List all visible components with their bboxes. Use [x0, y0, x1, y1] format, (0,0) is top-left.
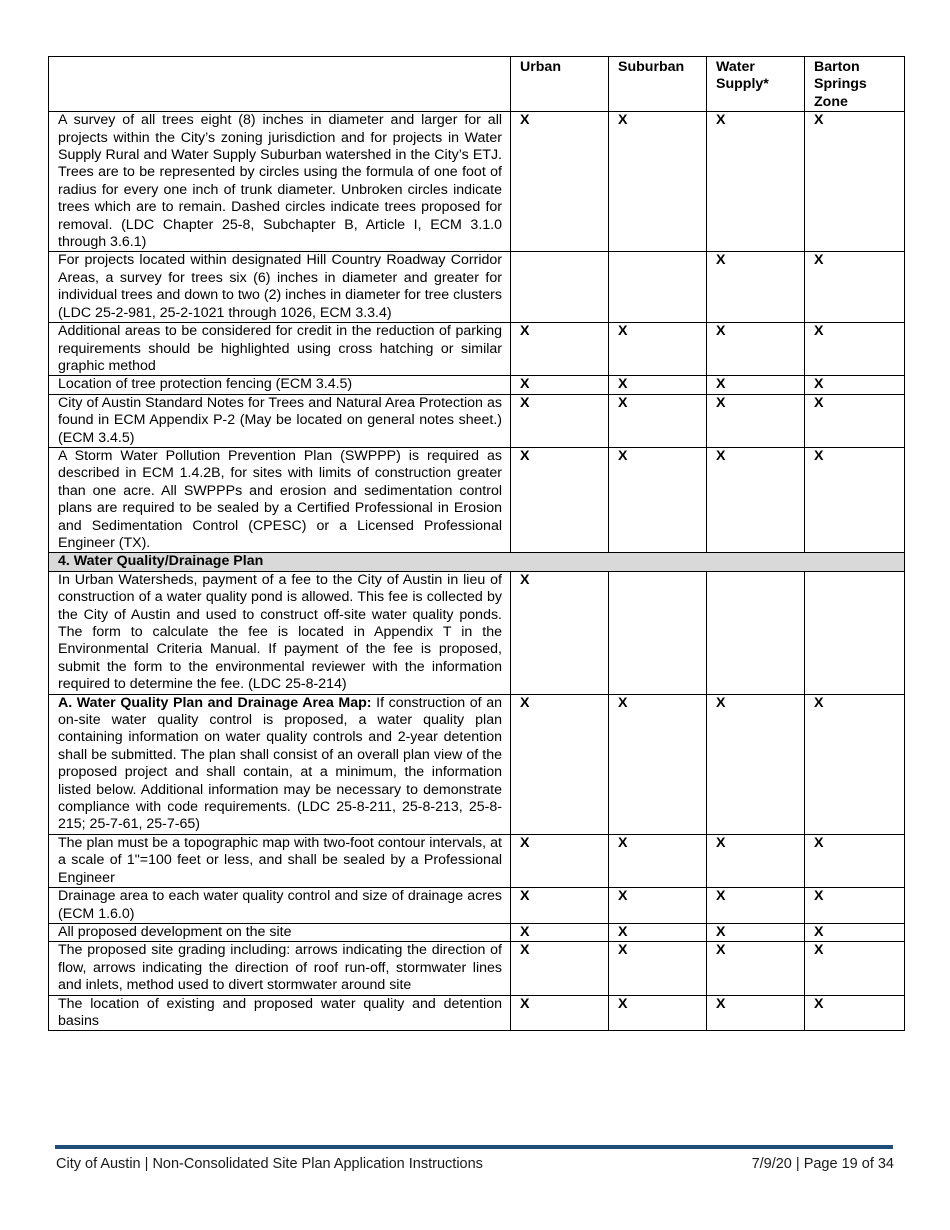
suburban-mark: X	[609, 834, 707, 887]
header-water-supply: Water Supply*	[707, 57, 805, 112]
requirement-text: All proposed development on the site	[58, 923, 292, 940]
urban-mark: X	[511, 447, 609, 552]
water-supply-mark: X	[707, 376, 805, 394]
requirement-text: The location of existing and proposed water quality and detention basins	[58, 995, 502, 1029]
water-supply-mark	[707, 571, 805, 694]
footer-rule	[55, 1145, 893, 1149]
footer-page-info: 7/9/20 | Page 19 of 34	[751, 1156, 894, 1172]
water-supply-mark: X	[707, 447, 805, 552]
suburban-mark: X	[609, 923, 707, 941]
water-supply-mark: X	[707, 995, 805, 1031]
requirement-text: Location of tree protection fencing (ECM 3.4.5)	[58, 376, 353, 393]
table-row	[49, 834, 905, 887]
requirement-description	[49, 447, 511, 552]
urban-mark: X	[511, 942, 609, 995]
suburban-mark	[609, 252, 707, 323]
table-row	[49, 942, 905, 995]
requirement-lead: A. Water Quality Plan and Drainage Area Map:	[58, 694, 372, 711]
header-suburban: Suburban	[609, 57, 707, 112]
urban-mark: X	[511, 112, 609, 252]
table-row	[49, 923, 905, 941]
requirement-description	[49, 942, 511, 995]
requirement-description	[49, 394, 511, 447]
requirement-description	[49, 888, 511, 924]
barton-springs-mark: X	[805, 447, 905, 552]
water-supply-mark: X	[707, 923, 805, 941]
table-row	[49, 995, 905, 1031]
barton-springs-mark: X	[805, 112, 905, 252]
barton-springs-mark: X	[805, 694, 905, 834]
requirement-description	[49, 995, 511, 1031]
table-header-row	[49, 57, 905, 112]
table-row	[49, 888, 905, 924]
requirement-description	[49, 252, 511, 323]
urban-mark: X	[511, 834, 609, 887]
suburban-mark	[609, 571, 707, 694]
section-header-row	[49, 553, 905, 571]
water-supply-mark: X	[707, 834, 805, 887]
water-supply-mark: X	[707, 394, 805, 447]
suburban-mark: X	[609, 394, 707, 447]
requirement-description	[49, 923, 511, 941]
footer-document-title: City of Austin | Non-Consolidated Site Plan Application Instructions	[56, 1156, 483, 1172]
suburban-mark: X	[609, 888, 707, 924]
suburban-mark: X	[609, 376, 707, 394]
urban-mark: X	[511, 888, 609, 924]
table-row	[49, 252, 905, 323]
table-row	[49, 447, 905, 552]
barton-springs-mark: X	[805, 923, 905, 941]
requirement-text: The proposed site grading including: arrows indicating the direction of flow, arrows indicating the direction of roof run-off, stormwater lines and inlets, method used to divert stormwater around site	[58, 942, 502, 994]
suburban-mark: X	[609, 323, 707, 376]
suburban-mark: X	[609, 112, 707, 252]
water-supply-mark: X	[707, 252, 805, 323]
barton-springs-mark	[805, 571, 905, 694]
requirement-text: A survey of all trees eight (8) inches in diameter and larger for all projects within the City’s zoning jurisdiction and for projects in Water Supply Rural and Water Supply Suburban watershed in the City’s ETJ. Trees are to be represented by circles using the formula of one foot of radius for every one inch of trunk diameter. Unbroken circles indicate trees which are to remain. Dashed circles indicate trees proposed for removal. (LDC Chapter 25-8, Subchapter B, Article I, ECM 3.1.0 through 3.6.1)	[58, 112, 502, 251]
suburban-mark: X	[609, 694, 707, 834]
header-barton-springs: Barton Springs Zone	[805, 57, 905, 112]
requirement-description	[49, 112, 511, 252]
urban-mark: X	[511, 694, 609, 834]
requirement-text: The plan must be a topographic map with two-foot contour intervals, at a scale of 1"=100 feet or less, and shall be sealed by a Professional Engineer	[58, 834, 502, 886]
water-supply-mark: X	[707, 942, 805, 995]
water-supply-mark: X	[707, 888, 805, 924]
requirement-text: A Storm Water Pollution Prevention Plan (SWPPP) is required as described in ECM 1.4.2B, for sites with limits of construction greater than one acre. All SWPPPs and erosion and sedimentation control plans are required to be sealed by a Certified Professional in Erosion and Sedimentation Control (CPESC) or a Licensed Professional Engineer (TX).	[58, 447, 502, 551]
urban-mark	[511, 252, 609, 323]
barton-springs-mark: X	[805, 888, 905, 924]
suburban-mark: X	[609, 995, 707, 1031]
suburban-mark: X	[609, 942, 707, 995]
requirement-text: Additional areas to be considered for credit in the reduction of parking requirements should be highlighted using cross hatching or similar graphic method	[58, 323, 502, 374]
table-body	[49, 112, 905, 1031]
requirement-text: In Urban Watersheds, payment of a fee to the City of Austin in lieu of construction of a water quality pond is allowed. This fee is collected by the City of Austin and used to construct off-site water quality ponds. The form to calculate the fee is located in Appendix T in the Environmental Criteria Manual. If payment of the fee is proposed, submit the form to the environmental reviewer with the information required to determine the fee. (LDC 25-8-214)	[58, 571, 502, 693]
requirement-description	[49, 323, 511, 376]
table-row	[49, 112, 905, 252]
barton-springs-mark: X	[805, 376, 905, 394]
header-urban: Urban	[511, 57, 609, 112]
table-row	[49, 571, 905, 694]
barton-springs-mark: X	[805, 394, 905, 447]
urban-mark: X	[511, 995, 609, 1031]
urban-mark: X	[511, 571, 609, 694]
table-row	[49, 376, 905, 394]
table-row	[49, 323, 905, 376]
requirements-table	[48, 56, 905, 1031]
section-title: 4. Water Quality/Drainage Plan	[49, 553, 905, 571]
requirement-text: Drainage area to each water quality control and size of drainage acres (ECM 1.6.0)	[58, 888, 502, 922]
barton-springs-mark: X	[805, 995, 905, 1031]
table-row	[49, 694, 905, 834]
water-supply-mark: X	[707, 112, 805, 252]
water-supply-mark: X	[707, 694, 805, 834]
requirement-description	[49, 834, 511, 887]
barton-springs-mark: X	[805, 323, 905, 376]
requirement-text: For projects located within designated Hill Country Roadway Corridor Areas, a survey for trees six (6) inches in diameter and greater for individual trees and down to two (2) inches in diameter for tree clusters (LDC 25-2-981, 25-2-1021 through 1026, ECM 3.3.4)	[58, 252, 502, 321]
header-description	[49, 57, 511, 112]
urban-mark: X	[511, 394, 609, 447]
table-row	[49, 394, 905, 447]
requirement-text: City of Austin Standard Notes for Trees and Natural Area Protection as found in ECM Appendix P-2 (May be located on general notes sheet.) (ECM 3.4.5)	[58, 394, 502, 446]
requirement-description	[49, 571, 511, 694]
barton-springs-mark: X	[805, 942, 905, 995]
requirement-description	[49, 694, 511, 834]
barton-springs-mark: X	[805, 252, 905, 323]
urban-mark: X	[511, 323, 609, 376]
water-supply-mark: X	[707, 323, 805, 376]
requirement-description	[49, 376, 511, 394]
urban-mark: X	[511, 923, 609, 941]
urban-mark: X	[511, 376, 609, 394]
requirement-text: If construction of an on-site water quality control is proposed, a water quality plan containing information on water quality controls and 2-year detention shall be submitted. The plan shall consist of an overall plan view of the proposed project and shall contain, at a minimum, the information listed below. Additional information may be necessary to demonstrate compliance with code requirements. (LDC 25-8-211, 25-8-213, 25-8-215; 25-7-61, 25-7-65)	[58, 694, 502, 833]
suburban-mark: X	[609, 447, 707, 552]
barton-springs-mark: X	[805, 834, 905, 887]
